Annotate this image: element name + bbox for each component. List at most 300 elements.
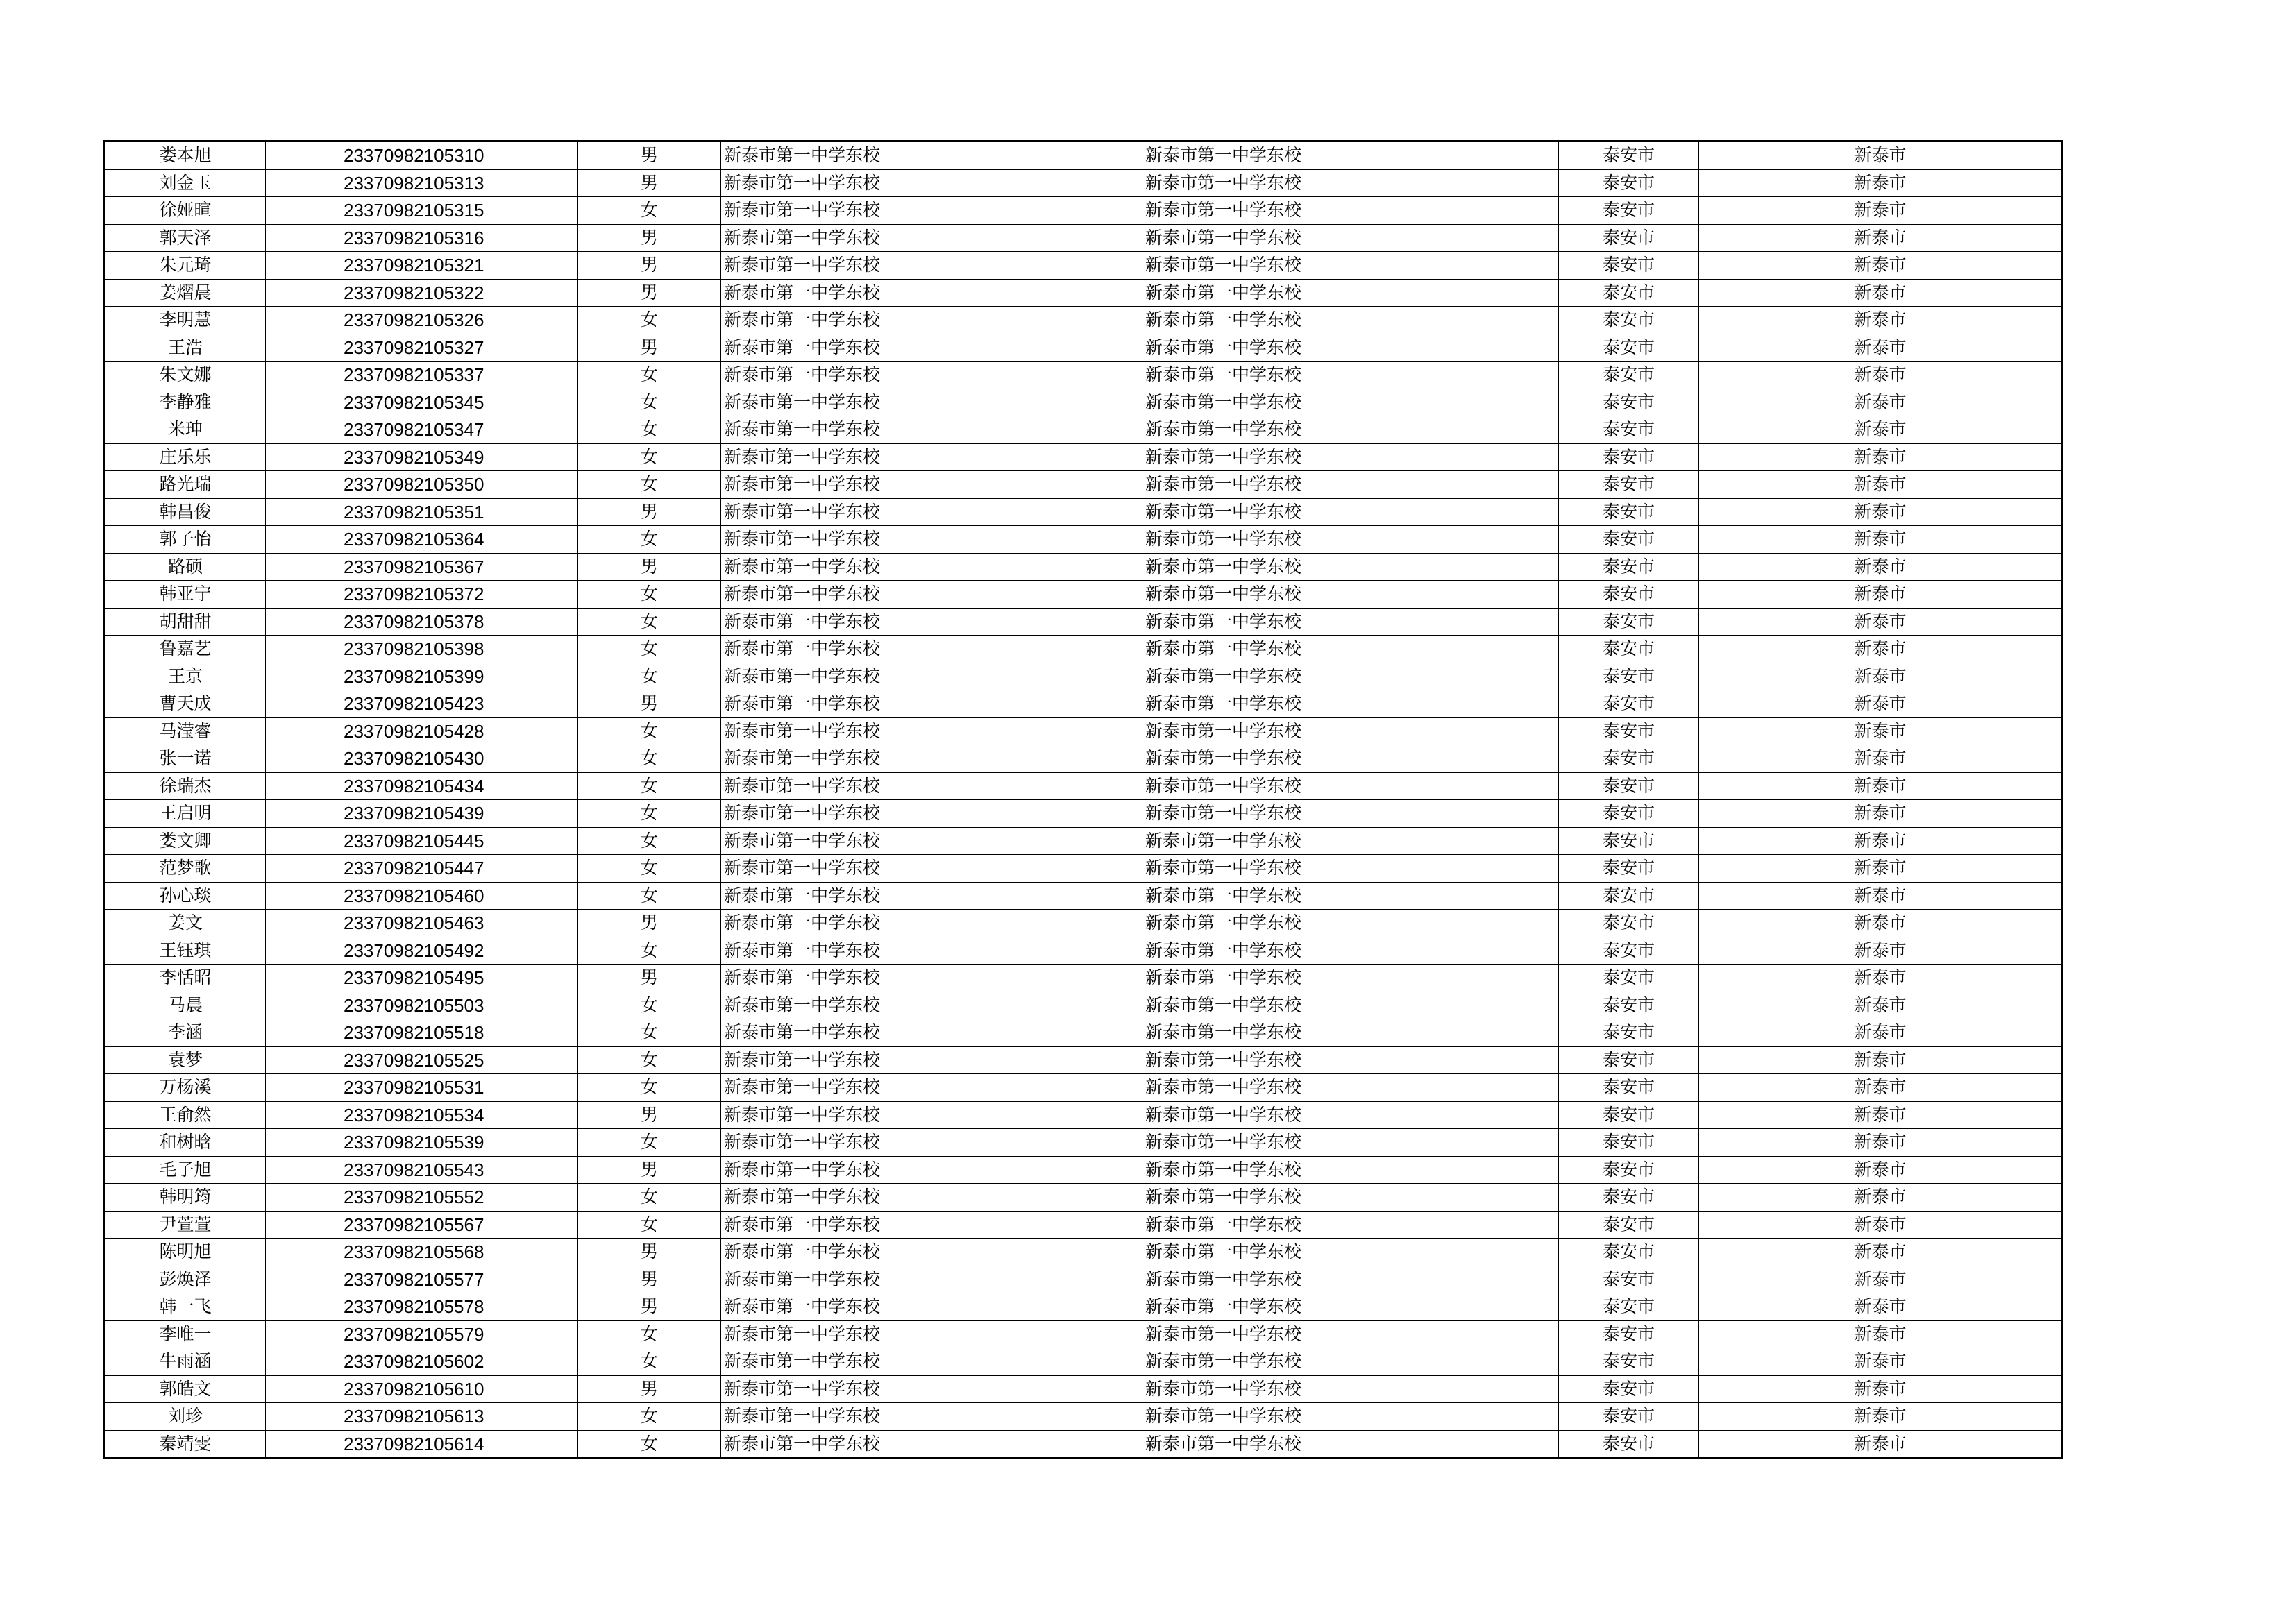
school-repeat-cell: 新泰市第一中学东校 bbox=[1142, 772, 1559, 800]
exam-id-cell: 23370982105578 bbox=[266, 1293, 578, 1321]
school-repeat-cell: 新泰市第一中学东校 bbox=[1142, 416, 1559, 444]
table-row bbox=[105, 334, 2063, 362]
table-row bbox=[105, 416, 2063, 444]
school-cell: 新泰市第一中学东校 bbox=[721, 362, 1142, 389]
student-name-cell: 尹萱萱 bbox=[105, 1211, 266, 1239]
city-cell: 泰安市 bbox=[1559, 334, 1699, 362]
exam-id-cell: 23370982105316 bbox=[266, 224, 578, 252]
student-name-cell: 秦靖雯 bbox=[105, 1430, 266, 1459]
student-name-cell: 徐娅暄 bbox=[105, 197, 266, 225]
city-cell: 泰安市 bbox=[1559, 169, 1699, 197]
city-cell: 泰安市 bbox=[1559, 553, 1699, 581]
table-row bbox=[105, 197, 2063, 225]
exam-id-cell: 23370982105614 bbox=[266, 1430, 578, 1459]
gender-cell: 男 bbox=[578, 498, 721, 526]
school-repeat-cell: 新泰市第一中学东校 bbox=[1142, 1293, 1559, 1321]
gender-cell: 男 bbox=[578, 1156, 721, 1184]
district-cell: 新泰市 bbox=[1699, 169, 2063, 197]
school-repeat-cell: 新泰市第一中学东校 bbox=[1142, 1348, 1559, 1376]
gender-cell: 女 bbox=[578, 937, 721, 965]
city-cell: 泰安市 bbox=[1559, 745, 1699, 773]
gender-cell: 女 bbox=[578, 389, 721, 416]
table-row bbox=[105, 663, 2063, 690]
school-cell: 新泰市第一中学东校 bbox=[721, 498, 1142, 526]
school-repeat-cell: 新泰市第一中学东校 bbox=[1142, 992, 1559, 1019]
school-cell: 新泰市第一中学东校 bbox=[721, 827, 1142, 855]
gender-cell: 女 bbox=[578, 1403, 721, 1431]
district-cell: 新泰市 bbox=[1699, 636, 2063, 663]
gender-cell: 男 bbox=[578, 279, 721, 307]
gender-cell: 女 bbox=[578, 663, 721, 690]
exam-id-cell: 23370982105430 bbox=[266, 745, 578, 773]
district-cell: 新泰市 bbox=[1699, 197, 2063, 225]
exam-id-cell: 23370982105503 bbox=[266, 992, 578, 1019]
city-cell: 泰安市 bbox=[1559, 389, 1699, 416]
gender-cell: 男 bbox=[578, 224, 721, 252]
gender-cell: 女 bbox=[578, 882, 721, 910]
student-name-cell: 李明慧 bbox=[105, 307, 266, 334]
table-row bbox=[105, 608, 2063, 636]
exam-id-cell: 23370982105351 bbox=[266, 498, 578, 526]
city-cell: 泰安市 bbox=[1559, 663, 1699, 690]
student-name-cell: 李恬昭 bbox=[105, 965, 266, 992]
exam-id-cell: 23370982105350 bbox=[266, 471, 578, 499]
school-repeat-cell: 新泰市第一中学东校 bbox=[1142, 1184, 1559, 1212]
gender-cell: 女 bbox=[578, 800, 721, 828]
school-cell: 新泰市第一中学东校 bbox=[721, 1211, 1142, 1239]
table-row bbox=[105, 910, 2063, 937]
gender-cell: 女 bbox=[578, 1348, 721, 1376]
student-name-cell: 王浩 bbox=[105, 334, 266, 362]
school-repeat-cell: 新泰市第一中学东校 bbox=[1142, 663, 1559, 690]
district-cell: 新泰市 bbox=[1699, 1129, 2063, 1157]
school-repeat-cell: 新泰市第一中学东校 bbox=[1142, 800, 1559, 828]
district-cell: 新泰市 bbox=[1699, 855, 2063, 883]
school-cell: 新泰市第一中学东校 bbox=[721, 1320, 1142, 1348]
exam-id-cell: 23370982105543 bbox=[266, 1156, 578, 1184]
exam-id-cell: 23370982105399 bbox=[266, 663, 578, 690]
student-name-cell: 郭天泽 bbox=[105, 224, 266, 252]
student-name-cell: 彭焕泽 bbox=[105, 1266, 266, 1293]
exam-id-cell: 23370982105337 bbox=[266, 362, 578, 389]
gender-cell: 女 bbox=[578, 636, 721, 663]
table-row bbox=[105, 855, 2063, 883]
exam-id-cell: 23370982105463 bbox=[266, 910, 578, 937]
school-repeat-cell: 新泰市第一中学东校 bbox=[1142, 1375, 1559, 1403]
table-row bbox=[105, 1403, 2063, 1431]
student-name-cell: 刘珍 bbox=[105, 1403, 266, 1431]
table-row bbox=[105, 279, 2063, 307]
school-repeat-cell: 新泰市第一中学东校 bbox=[1142, 1320, 1559, 1348]
gender-cell: 女 bbox=[578, 1211, 721, 1239]
school-repeat-cell: 新泰市第一中学东校 bbox=[1142, 745, 1559, 773]
student-name-cell: 韩亚宁 bbox=[105, 581, 266, 609]
district-cell: 新泰市 bbox=[1699, 142, 2063, 170]
school-repeat-cell: 新泰市第一中学东校 bbox=[1142, 717, 1559, 745]
school-cell: 新泰市第一中学东校 bbox=[721, 992, 1142, 1019]
school-cell: 新泰市第一中学东校 bbox=[721, 690, 1142, 718]
city-cell: 泰安市 bbox=[1559, 443, 1699, 471]
district-cell: 新泰市 bbox=[1699, 1320, 2063, 1348]
school-repeat-cell: 新泰市第一中学东校 bbox=[1142, 279, 1559, 307]
student-name-cell: 毛子旭 bbox=[105, 1156, 266, 1184]
school-repeat-cell: 新泰市第一中学东校 bbox=[1142, 389, 1559, 416]
gender-cell: 男 bbox=[578, 1293, 721, 1321]
table-row bbox=[105, 471, 2063, 499]
school-repeat-cell: 新泰市第一中学东校 bbox=[1142, 1019, 1559, 1047]
student-name-cell: 万杨溪 bbox=[105, 1074, 266, 1102]
table-row bbox=[105, 526, 2063, 554]
gender-cell: 女 bbox=[578, 745, 721, 773]
school-cell: 新泰市第一中学东校 bbox=[721, 855, 1142, 883]
district-cell: 新泰市 bbox=[1699, 745, 2063, 773]
student-name-cell: 娄本旭 bbox=[105, 142, 266, 170]
city-cell: 泰安市 bbox=[1559, 910, 1699, 937]
student-name-cell: 朱元琦 bbox=[105, 252, 266, 280]
student-name-cell: 孙心琰 bbox=[105, 882, 266, 910]
student-name-cell: 韩昌俊 bbox=[105, 498, 266, 526]
gender-cell: 女 bbox=[578, 307, 721, 334]
table-row bbox=[105, 142, 2063, 170]
exam-id-cell: 23370982105610 bbox=[266, 1375, 578, 1403]
exam-id-cell: 23370982105447 bbox=[266, 855, 578, 883]
gender-cell: 女 bbox=[578, 1430, 721, 1459]
exam-id-cell: 23370982105552 bbox=[266, 1184, 578, 1212]
district-cell: 新泰市 bbox=[1699, 498, 2063, 526]
table-row bbox=[105, 1430, 2063, 1459]
student-name-cell: 徐瑞杰 bbox=[105, 772, 266, 800]
city-cell: 泰安市 bbox=[1559, 307, 1699, 334]
city-cell: 泰安市 bbox=[1559, 581, 1699, 609]
school-repeat-cell: 新泰市第一中学东校 bbox=[1142, 1430, 1559, 1459]
city-cell: 泰安市 bbox=[1559, 827, 1699, 855]
student-table bbox=[103, 140, 2063, 1459]
student-name-cell: 王京 bbox=[105, 663, 266, 690]
school-cell: 新泰市第一中学东校 bbox=[721, 663, 1142, 690]
school-repeat-cell: 新泰市第一中学东校 bbox=[1142, 581, 1559, 609]
school-repeat-cell: 新泰市第一中学东校 bbox=[1142, 553, 1559, 581]
exam-id-cell: 23370982105313 bbox=[266, 169, 578, 197]
district-cell: 新泰市 bbox=[1699, 279, 2063, 307]
student-name-cell: 曹天成 bbox=[105, 690, 266, 718]
school-cell: 新泰市第一中学东校 bbox=[721, 965, 1142, 992]
school-repeat-cell: 新泰市第一中学东校 bbox=[1142, 1239, 1559, 1266]
table-row bbox=[105, 1320, 2063, 1348]
exam-id-cell: 23370982105378 bbox=[266, 608, 578, 636]
school-repeat-cell: 新泰市第一中学东校 bbox=[1142, 1266, 1559, 1293]
school-repeat-cell: 新泰市第一中学东校 bbox=[1142, 252, 1559, 280]
district-cell: 新泰市 bbox=[1699, 1293, 2063, 1321]
student-name-cell: 马滢睿 bbox=[105, 717, 266, 745]
city-cell: 泰安市 bbox=[1559, 992, 1699, 1019]
student-name-cell: 李静雅 bbox=[105, 389, 266, 416]
city-cell: 泰安市 bbox=[1559, 717, 1699, 745]
city-cell: 泰安市 bbox=[1559, 1266, 1699, 1293]
school-repeat-cell: 新泰市第一中学东校 bbox=[1142, 937, 1559, 965]
school-repeat-cell: 新泰市第一中学东校 bbox=[1142, 1046, 1559, 1074]
school-cell: 新泰市第一中学东校 bbox=[721, 1403, 1142, 1431]
gender-cell: 女 bbox=[578, 772, 721, 800]
school-cell: 新泰市第一中学东校 bbox=[721, 1156, 1142, 1184]
student-name-cell: 王钰琪 bbox=[105, 937, 266, 965]
table-row bbox=[105, 827, 2063, 855]
table-row bbox=[105, 882, 2063, 910]
school-repeat-cell: 新泰市第一中学东校 bbox=[1142, 827, 1559, 855]
table-row bbox=[105, 1184, 2063, 1212]
district-cell: 新泰市 bbox=[1699, 910, 2063, 937]
exam-id-cell: 23370982105398 bbox=[266, 636, 578, 663]
school-repeat-cell: 新泰市第一中学东校 bbox=[1142, 965, 1559, 992]
school-cell: 新泰市第一中学东校 bbox=[721, 1430, 1142, 1459]
school-repeat-cell: 新泰市第一中学东校 bbox=[1142, 197, 1559, 225]
district-cell: 新泰市 bbox=[1699, 1184, 2063, 1212]
city-cell: 泰安市 bbox=[1559, 1074, 1699, 1102]
exam-id-cell: 23370982105315 bbox=[266, 197, 578, 225]
district-cell: 新泰市 bbox=[1699, 553, 2063, 581]
table-row bbox=[105, 1019, 2063, 1047]
gender-cell: 女 bbox=[578, 471, 721, 499]
gender-cell: 男 bbox=[578, 1101, 721, 1129]
table-row bbox=[105, 581, 2063, 609]
city-cell: 泰安市 bbox=[1559, 855, 1699, 883]
school-repeat-cell: 新泰市第一中学东校 bbox=[1142, 1156, 1559, 1184]
exam-id-cell: 23370982105531 bbox=[266, 1074, 578, 1102]
school-cell: 新泰市第一中学东校 bbox=[721, 307, 1142, 334]
table-row bbox=[105, 965, 2063, 992]
district-cell: 新泰市 bbox=[1699, 608, 2063, 636]
table-row bbox=[105, 636, 2063, 663]
school-cell: 新泰市第一中学东校 bbox=[721, 1266, 1142, 1293]
exam-id-cell: 23370982105445 bbox=[266, 827, 578, 855]
table-row bbox=[105, 1129, 2063, 1157]
table-row bbox=[105, 1375, 2063, 1403]
table-row bbox=[105, 1293, 2063, 1321]
district-cell: 新泰市 bbox=[1699, 1211, 2063, 1239]
school-repeat-cell: 新泰市第一中学东校 bbox=[1142, 526, 1559, 554]
city-cell: 泰安市 bbox=[1559, 1129, 1699, 1157]
table-row bbox=[105, 1211, 2063, 1239]
district-cell: 新泰市 bbox=[1699, 690, 2063, 718]
district-cell: 新泰市 bbox=[1699, 224, 2063, 252]
table-row bbox=[105, 992, 2063, 1019]
school-cell: 新泰市第一中学东校 bbox=[721, 471, 1142, 499]
school-cell: 新泰市第一中学东校 bbox=[721, 416, 1142, 444]
school-cell: 新泰市第一中学东校 bbox=[721, 1019, 1142, 1047]
school-cell: 新泰市第一中学东校 bbox=[721, 1101, 1142, 1129]
district-cell: 新泰市 bbox=[1699, 772, 2063, 800]
table-row bbox=[105, 224, 2063, 252]
school-repeat-cell: 新泰市第一中学东校 bbox=[1142, 690, 1559, 718]
district-cell: 新泰市 bbox=[1699, 1074, 2063, 1102]
exam-id-cell: 23370982105539 bbox=[266, 1129, 578, 1157]
student-name-cell: 和树晗 bbox=[105, 1129, 266, 1157]
city-cell: 泰安市 bbox=[1559, 1019, 1699, 1047]
school-cell: 新泰市第一中学东校 bbox=[721, 224, 1142, 252]
student-name-cell: 路硕 bbox=[105, 553, 266, 581]
table-row bbox=[105, 1156, 2063, 1184]
gender-cell: 男 bbox=[578, 169, 721, 197]
table-row bbox=[105, 1101, 2063, 1129]
gender-cell: 男 bbox=[578, 965, 721, 992]
district-cell: 新泰市 bbox=[1699, 471, 2063, 499]
school-cell: 新泰市第一中学东校 bbox=[721, 1184, 1142, 1212]
school-cell: 新泰市第一中学东校 bbox=[721, 279, 1142, 307]
school-cell: 新泰市第一中学东校 bbox=[721, 443, 1142, 471]
school-cell: 新泰市第一中学东校 bbox=[721, 1293, 1142, 1321]
exam-id-cell: 23370982105322 bbox=[266, 279, 578, 307]
gender-cell: 女 bbox=[578, 1129, 721, 1157]
school-cell: 新泰市第一中学东校 bbox=[721, 252, 1142, 280]
school-cell: 新泰市第一中学东校 bbox=[721, 800, 1142, 828]
gender-cell: 女 bbox=[578, 443, 721, 471]
school-cell: 新泰市第一中学东校 bbox=[721, 910, 1142, 937]
student-name-cell: 李涵 bbox=[105, 1019, 266, 1047]
gender-cell: 女 bbox=[578, 1046, 721, 1074]
exam-id-cell: 23370982105602 bbox=[266, 1348, 578, 1376]
district-cell: 新泰市 bbox=[1699, 443, 2063, 471]
exam-id-cell: 23370982105492 bbox=[266, 937, 578, 965]
city-cell: 泰安市 bbox=[1559, 937, 1699, 965]
city-cell: 泰安市 bbox=[1559, 526, 1699, 554]
school-repeat-cell: 新泰市第一中学东校 bbox=[1142, 1403, 1559, 1431]
city-cell: 泰安市 bbox=[1559, 224, 1699, 252]
exam-id-cell: 23370982105534 bbox=[266, 1101, 578, 1129]
table-body bbox=[105, 142, 2063, 1459]
school-cell: 新泰市第一中学东校 bbox=[721, 334, 1142, 362]
student-name-cell: 路光瑞 bbox=[105, 471, 266, 499]
student-name-cell: 韩明筠 bbox=[105, 1184, 266, 1212]
school-cell: 新泰市第一中学东校 bbox=[721, 169, 1142, 197]
table-row bbox=[105, 443, 2063, 471]
school-cell: 新泰市第一中学东校 bbox=[721, 526, 1142, 554]
table-row bbox=[105, 389, 2063, 416]
district-cell: 新泰市 bbox=[1699, 581, 2063, 609]
table-row bbox=[105, 745, 2063, 773]
city-cell: 泰安市 bbox=[1559, 1239, 1699, 1266]
table-row bbox=[105, 1046, 2063, 1074]
gender-cell: 男 bbox=[578, 1239, 721, 1266]
table-row bbox=[105, 690, 2063, 718]
gender-cell: 男 bbox=[578, 1375, 721, 1403]
exam-id-cell: 23370982105518 bbox=[266, 1019, 578, 1047]
gender-cell: 男 bbox=[578, 690, 721, 718]
table-row bbox=[105, 800, 2063, 828]
school-repeat-cell: 新泰市第一中学东校 bbox=[1142, 608, 1559, 636]
student-name-cell: 袁梦 bbox=[105, 1046, 266, 1074]
school-cell: 新泰市第一中学东校 bbox=[721, 608, 1142, 636]
exam-id-cell: 23370982105428 bbox=[266, 717, 578, 745]
school-repeat-cell: 新泰市第一中学东校 bbox=[1142, 443, 1559, 471]
city-cell: 泰安市 bbox=[1559, 772, 1699, 800]
exam-id-cell: 23370982105579 bbox=[266, 1320, 578, 1348]
district-cell: 新泰市 bbox=[1699, 827, 2063, 855]
gender-cell: 女 bbox=[578, 526, 721, 554]
student-name-cell: 马晨 bbox=[105, 992, 266, 1019]
table-row bbox=[105, 937, 2063, 965]
school-cell: 新泰市第一中学东校 bbox=[721, 636, 1142, 663]
city-cell: 泰安市 bbox=[1559, 1403, 1699, 1431]
student-name-cell: 郭子怡 bbox=[105, 526, 266, 554]
student-name-cell: 牛雨涵 bbox=[105, 1348, 266, 1376]
gender-cell: 女 bbox=[578, 1320, 721, 1348]
city-cell: 泰安市 bbox=[1559, 1156, 1699, 1184]
district-cell: 新泰市 bbox=[1699, 1046, 2063, 1074]
table-row bbox=[105, 169, 2063, 197]
gender-cell: 男 bbox=[578, 334, 721, 362]
city-cell: 泰安市 bbox=[1559, 471, 1699, 499]
gender-cell: 女 bbox=[578, 608, 721, 636]
gender-cell: 女 bbox=[578, 1074, 721, 1102]
exam-id-cell: 23370982105327 bbox=[266, 334, 578, 362]
school-repeat-cell: 新泰市第一中学东校 bbox=[1142, 882, 1559, 910]
gender-cell: 女 bbox=[578, 992, 721, 1019]
district-cell: 新泰市 bbox=[1699, 1430, 2063, 1459]
exam-id-cell: 23370982105364 bbox=[266, 526, 578, 554]
exam-id-cell: 23370982105310 bbox=[266, 142, 578, 170]
school-cell: 新泰市第一中学东校 bbox=[721, 882, 1142, 910]
district-cell: 新泰市 bbox=[1699, 717, 2063, 745]
student-name-cell: 朱文娜 bbox=[105, 362, 266, 389]
exam-id-cell: 23370982105525 bbox=[266, 1046, 578, 1074]
city-cell: 泰安市 bbox=[1559, 362, 1699, 389]
school-repeat-cell: 新泰市第一中学东校 bbox=[1142, 1129, 1559, 1157]
gender-cell: 男 bbox=[578, 142, 721, 170]
exam-id-cell: 23370982105568 bbox=[266, 1239, 578, 1266]
table-row bbox=[105, 252, 2063, 280]
district-cell: 新泰市 bbox=[1699, 1375, 2063, 1403]
school-repeat-cell: 新泰市第一中学东校 bbox=[1142, 910, 1559, 937]
district-cell: 新泰市 bbox=[1699, 1239, 2063, 1266]
exam-id-cell: 23370982105321 bbox=[266, 252, 578, 280]
gender-cell: 女 bbox=[578, 416, 721, 444]
exam-id-cell: 23370982105439 bbox=[266, 800, 578, 828]
school-cell: 新泰市第一中学东校 bbox=[721, 717, 1142, 745]
student-name-cell: 范梦歌 bbox=[105, 855, 266, 883]
gender-cell: 女 bbox=[578, 1019, 721, 1047]
student-name-cell: 姜熠晨 bbox=[105, 279, 266, 307]
school-repeat-cell: 新泰市第一中学东校 bbox=[1142, 1211, 1559, 1239]
district-cell: 新泰市 bbox=[1699, 663, 2063, 690]
city-cell: 泰安市 bbox=[1559, 252, 1699, 280]
city-cell: 泰安市 bbox=[1559, 279, 1699, 307]
gender-cell: 女 bbox=[578, 197, 721, 225]
district-cell: 新泰市 bbox=[1699, 362, 2063, 389]
exam-id-cell: 23370982105567 bbox=[266, 1211, 578, 1239]
district-cell: 新泰市 bbox=[1699, 1101, 2063, 1129]
gender-cell: 女 bbox=[578, 855, 721, 883]
school-repeat-cell: 新泰市第一中学东校 bbox=[1142, 636, 1559, 663]
gender-cell: 女 bbox=[578, 827, 721, 855]
student-name-cell: 韩一飞 bbox=[105, 1293, 266, 1321]
school-repeat-cell: 新泰市第一中学东校 bbox=[1142, 142, 1559, 170]
school-repeat-cell: 新泰市第一中学东校 bbox=[1142, 169, 1559, 197]
city-cell: 泰安市 bbox=[1559, 882, 1699, 910]
city-cell: 泰安市 bbox=[1559, 142, 1699, 170]
student-name-cell: 米珅 bbox=[105, 416, 266, 444]
district-cell: 新泰市 bbox=[1699, 416, 2063, 444]
student-name-cell: 姜文 bbox=[105, 910, 266, 937]
school-cell: 新泰市第一中学东校 bbox=[721, 1129, 1142, 1157]
gender-cell: 男 bbox=[578, 910, 721, 937]
school-repeat-cell: 新泰市第一中学东校 bbox=[1142, 362, 1559, 389]
exam-id-cell: 23370982105347 bbox=[266, 416, 578, 444]
district-cell: 新泰市 bbox=[1699, 334, 2063, 362]
city-cell: 泰安市 bbox=[1559, 1184, 1699, 1212]
district-cell: 新泰市 bbox=[1699, 965, 2063, 992]
student-name-cell: 王启明 bbox=[105, 800, 266, 828]
school-cell: 新泰市第一中学东校 bbox=[721, 389, 1142, 416]
gender-cell: 男 bbox=[578, 252, 721, 280]
